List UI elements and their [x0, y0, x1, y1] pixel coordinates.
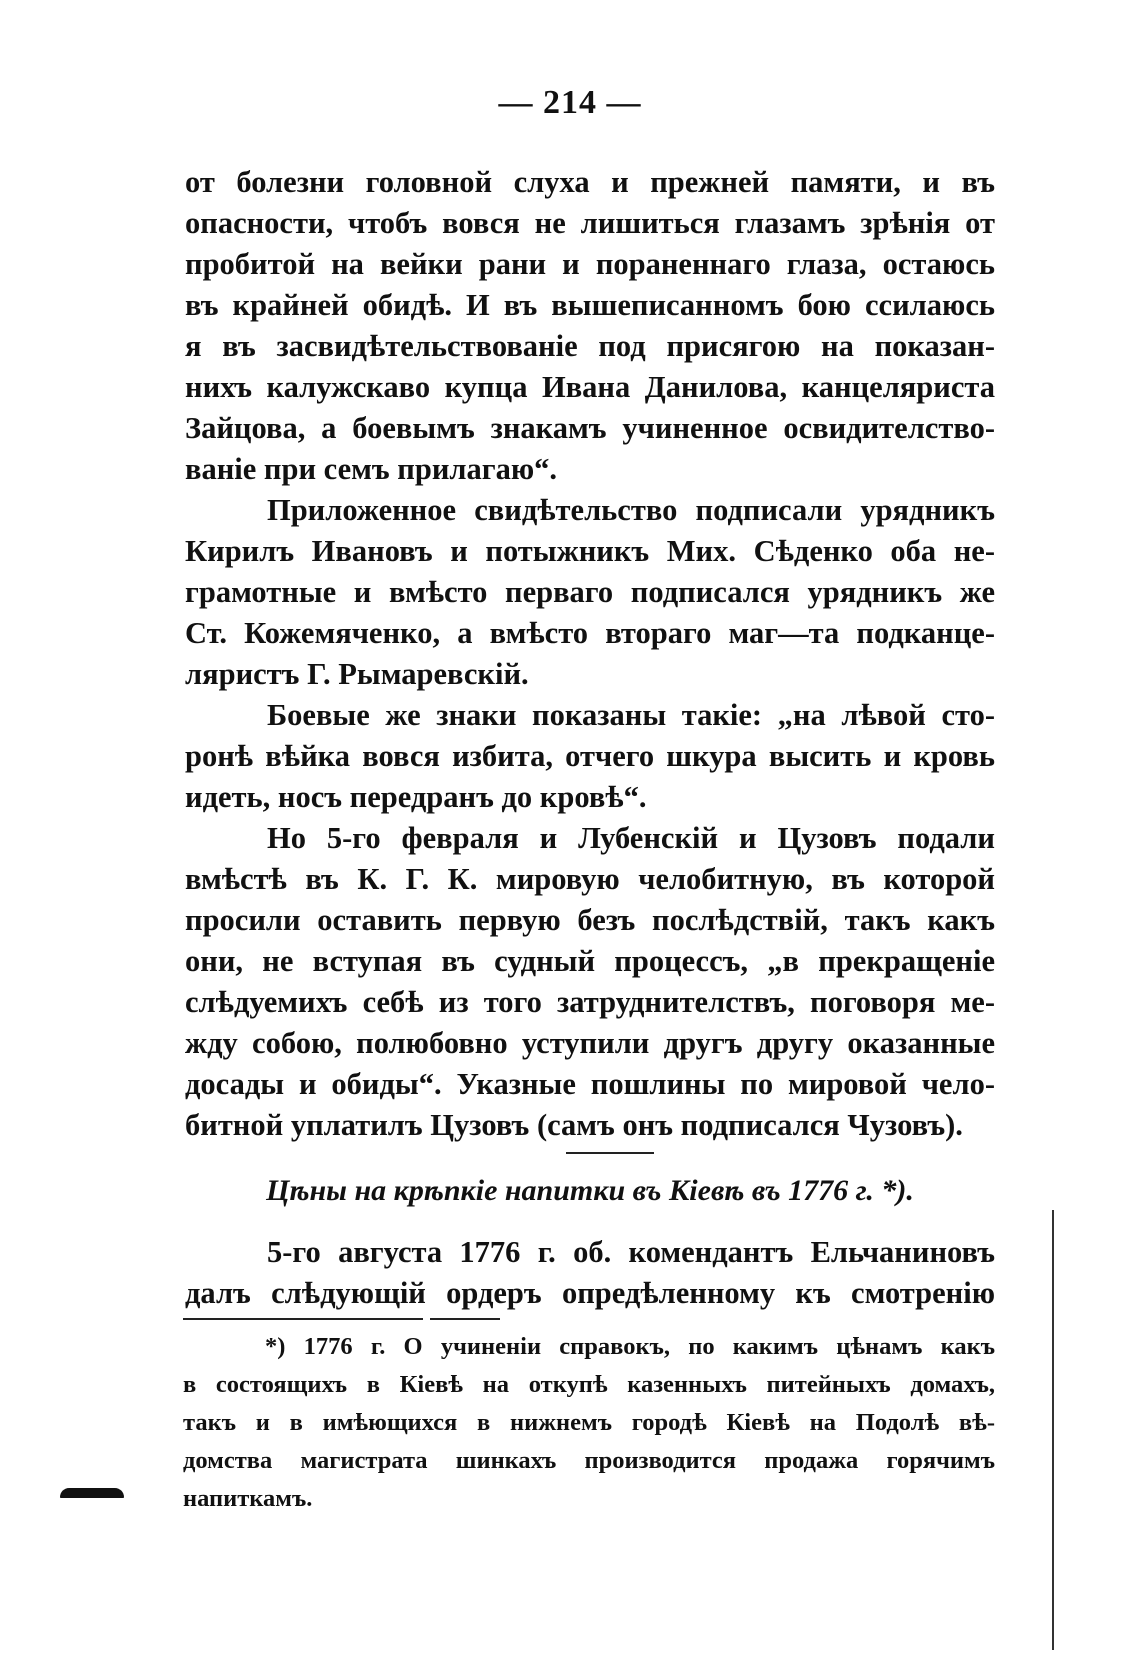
text-line: Зайцова, а боевымъ знакамъ учиненное освидителство- — [185, 411, 995, 445]
text-line: просили оставить первую безъ послѣдствій, такъ какъ — [185, 903, 995, 937]
section-divider — [566, 1152, 654, 1154]
text-line: въ крайней обидѣ. И въ вышеписанномъ бою ссилаюсь — [185, 288, 995, 322]
text-line: опасности, чтобъ вовся не лишиться глазамъ зрѣнія от — [185, 206, 995, 240]
footnote-line: домства магистрата шинкахъ производится продажа горячимъ — [183, 1447, 995, 1474]
text-line: битной уплатилъ Цузовъ (самъ онъ подписался Чузовъ). — [185, 1108, 963, 1142]
scan-edge-line — [1052, 1210, 1054, 1650]
paragraph — [185, 818, 995, 1146]
footnote — [183, 1328, 995, 1518]
text-line: идеть, носъ передранъ до кровѣ“. — [185, 780, 647, 814]
text-line: Боевые же знаки показаны такіе: „на лѣвой сто- — [267, 698, 995, 732]
paragraph — [185, 695, 995, 818]
text-line: Кирилъ Ивановъ и потыжникъ Мих. Сѣденко оба не- — [185, 534, 995, 568]
text-line: пробитой на вейки рани и пораненнаго глаза, остаюсь — [185, 247, 995, 281]
text-line: 5-го августа 1776 г. об. комендантъ Ельчаниновъ — [267, 1235, 995, 1269]
text-line: далъ слѣдующій ордеръ опредѣленному къ смотренію — [185, 1276, 995, 1310]
ink-blot — [60, 1488, 124, 1498]
text-line: досады и обиды“. Указные пошлины по мировой чело- — [185, 1067, 995, 1101]
paragraph — [185, 490, 995, 695]
footnote-line: напиткамъ. — [183, 1485, 313, 1512]
footnote-line: в состоящихъ в Кіевѣ на откупѣ казенныхъ питейныхъ домахъ, — [183, 1371, 995, 1398]
text-line: Приложенное свидѣтельство подписали урядникъ — [267, 493, 995, 527]
text-line: вмѣстѣ въ К. Г. К. мировую челобитную, въ которой — [185, 862, 995, 896]
text-line: жду собою, полюбовно уступили другъ другу оказанные — [185, 1026, 995, 1060]
footnote-line: *) 1776 г. О учиненіи справокъ, по какимъ цѣнамъ какъ — [265, 1333, 995, 1360]
section-heading: Цѣны на крѣпкіе напитки въ Кіевѣ въ 1776 г. *). — [266, 1174, 914, 1207]
footnote-line: такъ и в имѣющихся в нижнемъ городѣ Кіевѣ на Подолѣ вѣ- — [183, 1409, 995, 1436]
text-line: нихъ калужскаво купца Ивана Данилова, канцеляриста — [185, 370, 995, 404]
text-line: Ст. Кожемяченко, а вмѣсто втораго маг—та подканце- — [185, 616, 995, 650]
text-line: я въ засвидѣтельствованіе под присягою на показан- — [185, 329, 995, 363]
footnote-divider — [183, 1318, 423, 1320]
footnote-divider — [430, 1318, 500, 1320]
text-line: ваніе при семъ прилагаю“. — [185, 452, 558, 486]
page-number: — 214 — — [498, 84, 642, 121]
section-text — [185, 1232, 995, 1314]
text-line: от болезни головной слуха и прежней памяти, и въ — [185, 165, 995, 199]
text-line: Но 5-го февраля и Лубенскій и Цузовъ подали — [267, 821, 995, 855]
text-line: грамотные и вмѣсто перваго подписался урядникъ же — [185, 575, 995, 609]
text-line: слѣдуемихъ себѣ из того затруднителствъ, поговоря ме- — [185, 985, 995, 1019]
text-line: они, не вступая въ судный процессъ, „в прекращеніе — [185, 944, 995, 978]
paragraph — [185, 162, 995, 490]
main-text — [185, 162, 995, 1146]
text-line: ляристъ Г. Рымаревскій. — [185, 657, 529, 691]
text-line: ронѣ вѣйка вовся избита, отчего шкура высить и кровь — [185, 739, 995, 773]
